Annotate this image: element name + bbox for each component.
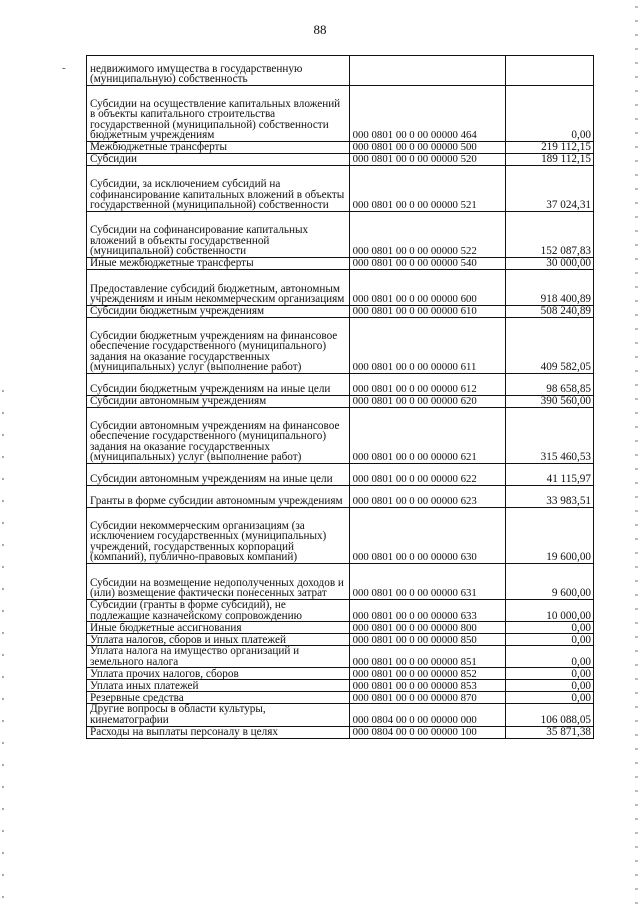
row-name-cell: Межбюджетные трансферты [87,142,350,154]
row-name-cell: Уплата налогов, сборов и иных платежей [87,634,350,646]
row-amount-cell: 37 024,31 [505,166,593,212]
row-amount-cell: 189 112,15 [505,154,593,166]
row-code-cell: 000 0801 00 0 00 00000 853 [349,680,505,692]
table-row [87,704,594,726]
row-amount-cell: 9 600,00 [505,564,593,600]
row-amount-cell: 33 983,51 [505,486,593,508]
row-amount-cell: 106 088,05 [505,704,593,726]
row-amount-cell: 409 582,05 [505,318,593,374]
row-amount-cell: 508 240,89 [505,306,593,318]
row-name-cell: Уплата налога на имущество организаций и земельного налога [87,646,350,668]
table-row [87,508,594,564]
page-number: 88 [313,22,327,37]
row-name-cell: Субсидии автономным учреждениям [87,396,350,408]
row-amount-cell: 41 115,97 [505,464,593,486]
table-row [87,374,594,396]
row-code-cell: 000 0801 00 0 00 00000 600 [349,270,505,306]
budget-table-body [87,56,594,739]
row-amount-cell: 152 087,83 [505,212,593,258]
row-code-cell: 000 0801 00 0 00 00000 850 [349,634,505,646]
row-name-cell: Гранты в форме субсидии автономным учреждениям [87,486,350,508]
row-amount-cell: 0,00 [505,86,593,142]
row-code-cell: 000 0804 00 0 00 00000 000 [349,704,505,726]
row-code-cell: 000 0801 00 0 00 00000 540 [349,258,505,270]
table-row [87,668,594,680]
table-row [87,692,594,704]
table-row [87,212,594,258]
row-name-cell: Субсидии, за исключением субсидий на софинансирование капитальных вложений в объекты государственной (муниципальной) собственности [87,166,350,212]
table-row [87,318,594,374]
row-code-cell: 000 0801 00 0 00 00000 622 [349,464,505,486]
row-code-cell: 000 0801 00 0 00 00000 852 [349,668,505,680]
row-code-cell: 000 0801 00 0 00 00000 520 [349,154,505,166]
table-row [87,646,594,668]
row-name-cell: Субсидии автономным учреждениям на финансовое обеспечение государственного (муниципального) задания на оказание государственных (муниципальных) услуг (выполнение работ) [87,408,350,464]
row-code-cell: 000 0801 00 0 00 00000 521 [349,166,505,212]
table-row [87,142,594,154]
row-code-cell: 000 0801 00 0 00 00000 620 [349,396,505,408]
budget-table [86,55,594,739]
row-name-cell: Субсидии бюджетным учреждениям на иные цели [87,374,350,396]
row-code-cell: 000 0801 00 0 00 00000 522 [349,212,505,258]
row-amount-cell: 315 460,53 [505,408,593,464]
table-row [87,270,594,306]
row-name-cell: Субсидии [87,154,350,166]
row-code-cell: 000 0801 00 0 00 00000 612 [349,374,505,396]
row-code-cell: 000 0801 00 0 00 00000 633 [349,600,505,622]
row-name-cell: Предоставление субсидий бюджетным, автономным учреждениям и иным некоммерческим организациям [87,270,350,306]
row-amount-cell: 390 560,00 [505,396,593,408]
row-code-cell: 000 0801 00 0 00 00000 464 [349,86,505,142]
row-name-cell: Иные межбюджетные трансферты [87,258,350,270]
table-row [87,408,594,464]
table-row [87,464,594,486]
row-amount-cell: 98 658,85 [505,374,593,396]
table-row [87,154,594,166]
row-name-cell: Субсидии (гранты в форме субсидий), не подлежащие казначейскому сопровождению [87,600,350,622]
table-row [87,564,594,600]
row-name-cell: Субсидии на осуществление капитальных вложений в объекты капитального строительства государственной (муниципальной) собственности бюджетным учреждениям [87,86,350,142]
row-name-cell: Субсидии некоммерческим организациям (за исключением государственных (муниципальных) учреждений, государственных корпораций (компаний), публично-правовых компаний) [87,508,350,564]
row-name-cell: Уплата иных платежей [87,680,350,692]
table-row [87,634,594,646]
margin-mark: - [62,62,66,74]
row-amount-cell: 0,00 [505,680,593,692]
table-row [87,258,594,270]
row-code-cell: 000 0801 00 0 00 00000 500 [349,142,505,154]
row-amount-cell: 0,00 [505,622,593,634]
row-name-cell: Резервные средства [87,692,350,704]
row-amount-cell: 0,00 [505,692,593,704]
row-amount-cell: 35 871,38 [505,726,593,738]
row-code-cell: 000 0801 00 0 00 00000 800 [349,622,505,634]
row-amount-cell [505,56,593,86]
table-row [87,86,594,142]
scan-edge-left [2,380,4,900]
row-name-cell: Иные бюджетные ассигнования [87,622,350,634]
row-name-cell: Субсидии бюджетным учреждениям на финансовое обеспечение государственного (муниципального) задания на оказание государственных (муниципальных) услуг (выполнение работ) [87,318,350,374]
table-row [87,680,594,692]
row-code-cell: 000 0801 00 0 00 00000 621 [349,408,505,464]
row-code-cell: 000 0804 00 0 00 00000 100 [349,726,505,738]
table-row [87,726,594,738]
scan-edge-right [635,0,638,905]
row-code-cell: 000 0801 00 0 00 00000 623 [349,486,505,508]
row-name-cell: Другие вопросы в области культуры, кинематографии [87,704,350,726]
row-amount-cell: 19 600,00 [505,508,593,564]
row-code-cell [349,56,505,86]
row-name-cell: Субсидии автономным учреждениям на иные цели [87,464,350,486]
row-amount-cell: 10 000,00 [505,600,593,622]
row-code-cell: 000 0801 00 0 00 00000 610 [349,306,505,318]
table-row [87,486,594,508]
row-code-cell: 000 0801 00 0 00 00000 611 [349,318,505,374]
row-code-cell: 000 0801 00 0 00 00000 630 [349,508,505,564]
row-amount-cell: 219 112,15 [505,142,593,154]
row-name-cell: Расходы на выплаты персоналу в целях [87,726,350,738]
row-name-cell: Уплата прочих налогов, сборов [87,668,350,680]
table-row [87,56,594,86]
row-amount-cell: 0,00 [505,634,593,646]
row-code-cell: 000 0801 00 0 00 00000 870 [349,692,505,704]
row-amount-cell: 0,00 [505,646,593,668]
table-row [87,622,594,634]
row-code-cell: 000 0801 00 0 00 00000 851 [349,646,505,668]
row-name-cell: Субсидии бюджетным учреждениям [87,306,350,318]
row-amount-cell: 30 000,00 [505,258,593,270]
row-name-cell: Субсидии на софинансирование капитальных вложений в объекты государственной (муниципальной) собственности [87,212,350,258]
row-amount-cell: 0,00 [505,668,593,680]
table-row [87,600,594,622]
row-name-cell: недвижимого имущества в государственную (муниципальную) собственность [87,56,350,86]
table-row [87,396,594,408]
row-name-cell: Субсидии на возмещение недополученных доходов и (или) возмещение фактически понесенных затрат [87,564,350,600]
table-row [87,166,594,212]
row-code-cell: 000 0801 00 0 00 00000 631 [349,564,505,600]
table-row [87,306,594,318]
row-amount-cell: 918 400,89 [505,270,593,306]
